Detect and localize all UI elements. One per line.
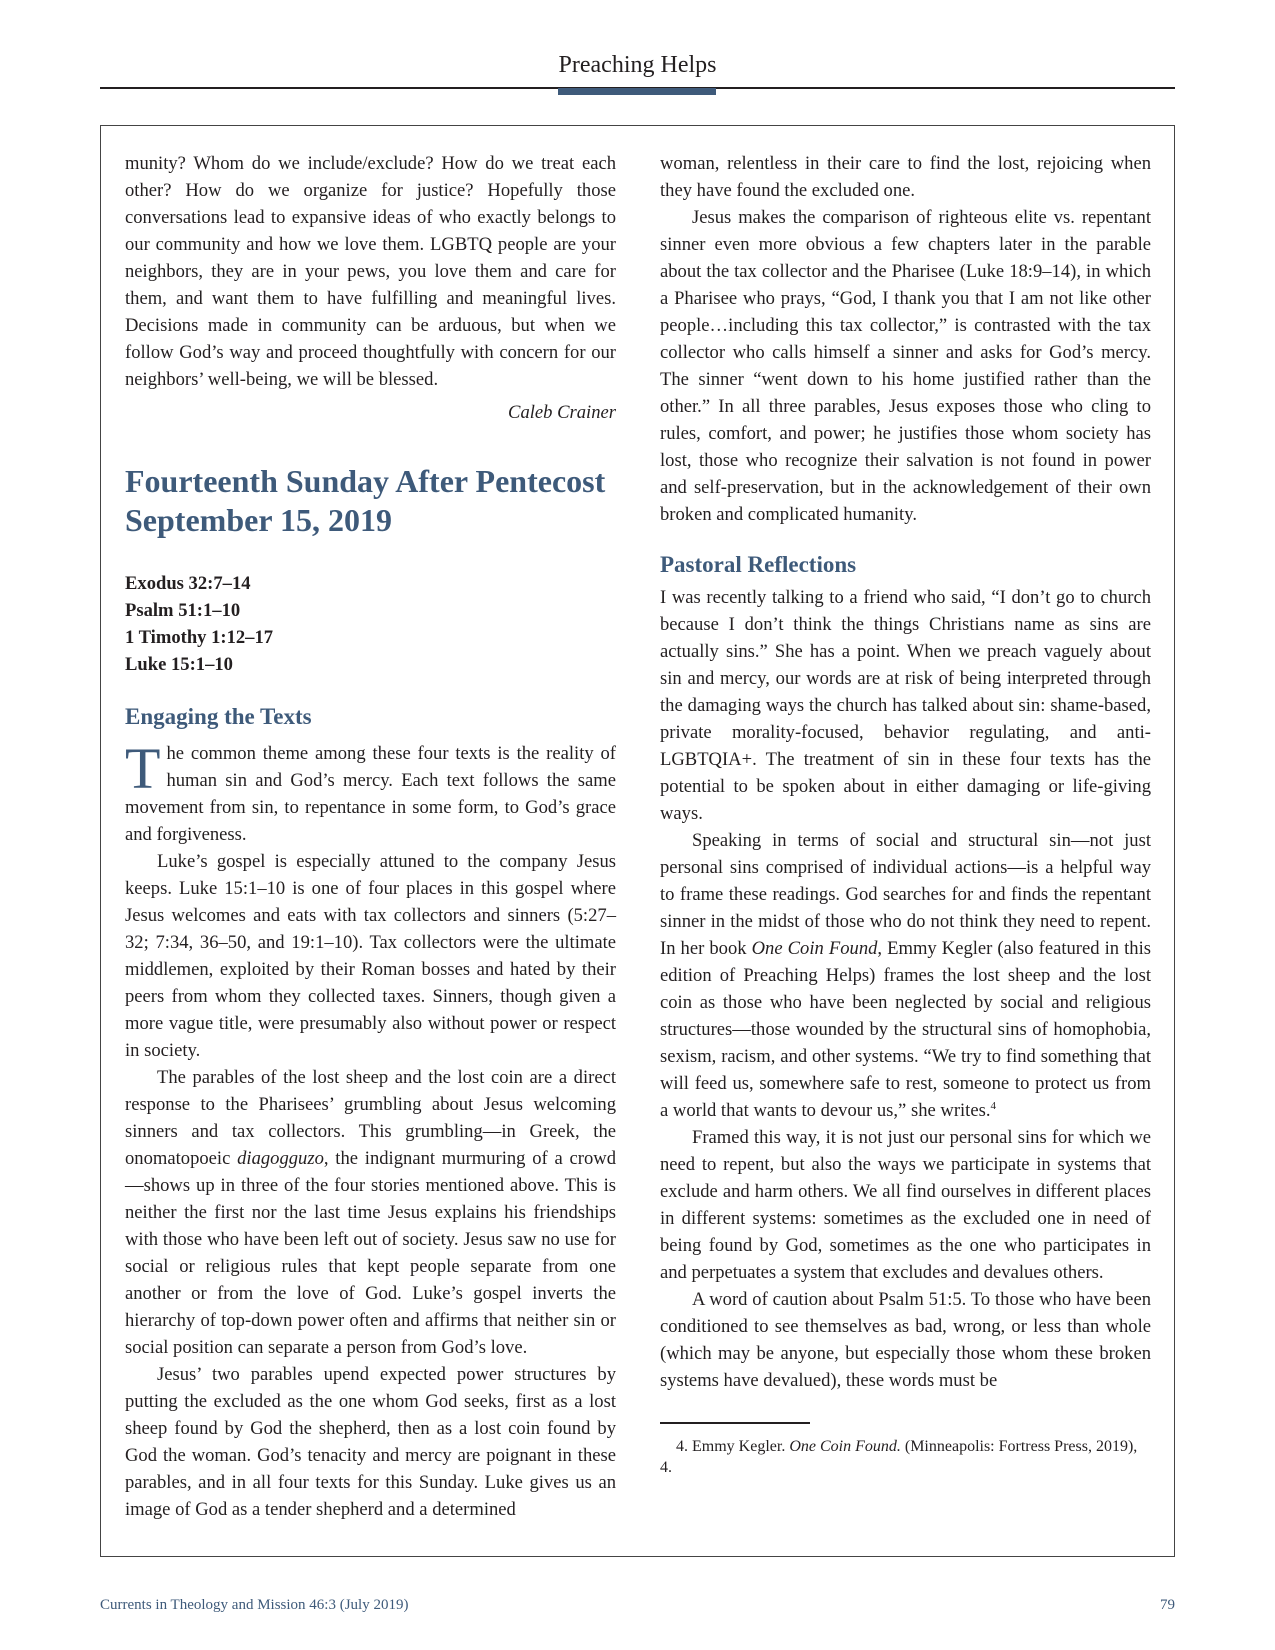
left-column bbox=[125, 150, 616, 1523]
paragraph: woman, relentless in their care to find the lost, rejoicing when they have found the excluded one. bbox=[660, 153, 1151, 201]
paragraph: Luke’s gospel is especially attuned to the company Jesus keeps. Luke 15:1–10 is one of four places in this gospel where Jesus welcomes and eats with tax collectors and sinners (5:27–32; 7:34, 36–50, and 19:1–10). Tax collectors were the ultimate middlemen, exploited by their Roman bosses and hated by their peers from whom they collected taxes. Sinners, though given a more vague title, were presumably also without power or respect in society. bbox=[125, 851, 616, 1061]
readings-list bbox=[125, 570, 616, 678]
section-title bbox=[125, 462, 616, 540]
paragraph-text: The parables of the lost sheep and the lost coin are a direct response to the Pharisees’ grumbling about Jesus welcoming sinners and tax collectors. This grumbling—in Greek, the onomatopoeic bbox=[125, 1067, 616, 1169]
running-header: Preaching Helps bbox=[558, 52, 717, 78]
book-title: One Coin Found bbox=[751, 938, 878, 959]
paragraph-text: Speaking in terms of social and structural sin—not just personal sins comprised of individual actions—is a helpful way to frame these readings. God searches for and finds the repentant sinner in the midst of those who do not think they need to repent. In her book bbox=[660, 830, 1151, 959]
reading-item: Exodus 32:7–14 bbox=[125, 573, 251, 594]
footnote-rule bbox=[660, 1422, 810, 1424]
paragraph: Framed this way, it is not just our personal sins for which we need to repent, but also the ways we participate in systems that exclude and harm others. We all find ourselves in different places in different systems: sometimes as the excluded one in need of being found by God, sometimes as the one who participates in and perpetuates a system that excludes and devalues others. bbox=[660, 1127, 1151, 1283]
footnote bbox=[660, 1436, 1151, 1478]
reading-item: Luke 15:1–10 bbox=[125, 654, 233, 675]
paragraph bbox=[125, 1064, 616, 1361]
journal-citation: Currents in Theology and Mission 46:3 (July 2019) bbox=[100, 1597, 409, 1613]
paragraph-text: he common theme among these four texts is the reality of human sin and God’s mercy. Each text follows the same movement from sin, to repentance in some form, to God’s grace and forgiveness. bbox=[125, 743, 616, 845]
author-signature: Caleb Crainer bbox=[508, 402, 616, 423]
footnote-text: (Minneapolis: Fortress Press, 2019), 4. bbox=[660, 1437, 1138, 1476]
paragraph bbox=[660, 827, 1151, 1124]
page-number: 79 bbox=[1160, 1597, 1175, 1613]
reading-item: Psalm 51:1–10 bbox=[125, 600, 241, 621]
paragraph: A word of caution about Psalm 51:5. To those who have been conditioned to see themselves as bad, wrong, or less than whole (which may be anyone, but especially those whom these broken systems have devalued), these words must be bbox=[660, 1289, 1151, 1391]
continued-paragraph: munity? Whom do we include/exclude? How do we treat each other? How do we organize for justice? Hopefully those conversations lead to expansive ideas of who exactly belongs to our community and how we love them. LGBTQ people are your neighbors, they are in your pews, you love them and care for them, and want them to have fulfilling and meaningful lives. Decisions made in community can be arduous, but when we follow God’s way and proceed thoughtfully with concern for our neighbors’ well-being, we will be blessed. bbox=[125, 153, 616, 390]
paragraph: Jesus makes the comparison of righteous elite vs. repentant sinner even more obvious a few chapters later in the parable about the tax collector and the Pharisee (Luke 18:9–14), in which a Pharisee who prays, “God, I thank you that I am not like other people…including this tax collector,” is contrasted with the tax collector who calls himself a sinner and asks for God’s mercy. The sinner “went down to his home justified rather than the other.” In all three parables, Jesus exposes those who cling to rules, comfort, and power; he justifies those whom society has lost, those who recognize their salvation is not found in power and self-preservation, but in the acknowledgement of their own broken and complicated humanity. bbox=[660, 207, 1151, 525]
footnote-marker: 4 bbox=[990, 1099, 996, 1112]
engaging-heading: Engaging the Texts bbox=[125, 704, 312, 729]
footnote-text: 4. Emmy Kegler. bbox=[676, 1437, 790, 1455]
right-column bbox=[660, 150, 1151, 1478]
paragraph: Jesus’ two parables upend expected power structures by putting the excluded as the one whom God seeks, first as a lost sheep found by God the shepherd, then as a lost coin found by God the woman. God’s tenacity and mercy are poignant in these parables, and in all four texts for this Sunday. Luke gives us an image of God as a tender shepherd and a determined bbox=[125, 1364, 616, 1520]
paragraph: I was recently talking to a friend who said, “I don’t go to church because I don’t think the things Christians name as sins are actually sins.” She has a point. When we preach vaguely about sin and mercy, our words are at risk of being interpreted through the damaging ways the church has talked about sin: shame-based, private morality-focused, behavior regulating, and anti-LGBTQIA+. The treatment of sin in these four texts has the potential to be spoken about in either damaging or life-giving ways. bbox=[660, 587, 1151, 824]
paragraph-text: , the indignant murmuring of a crowd—shows up in three of the four stories mentioned above. This is neither the first nor the last time Jesus explains his friendships with those who have been left out of society. Jesus saw no use for social or religious rules that kept people separate from one another or from the love of God. Luke’s gospel inverts the hierarchy of top-down power often and affirms that neither sin or social position can separate a person from God’s love. bbox=[125, 1148, 616, 1358]
paragraph bbox=[125, 736, 616, 848]
paragraph-text: , Emmy Kegler (also featured in this edition of Preaching Helps) frames the lost sheep and the lost coin as those who have been neglected by social and religious structures—those wounded by the structural sins of homophobia, sexism, racism, and other systems. “We try to find something that will feed us, somewhere safe to rest, someone to protect us from a world that wants to devour us,” she writes. bbox=[660, 938, 1151, 1121]
reading-item: 1 Timothy 1:12–17 bbox=[125, 627, 274, 648]
section-title-line1: Fourteenth Sunday After Pentecost bbox=[125, 463, 606, 499]
header-tab-accent bbox=[558, 88, 716, 95]
section-title-date: September 15, 2019 bbox=[125, 502, 392, 538]
pastoral-heading: Pastoral Reflections bbox=[660, 552, 857, 577]
greek-term: diagogguzo bbox=[237, 1148, 324, 1169]
drop-cap: T bbox=[125, 736, 161, 801]
footnote-book-title: One Coin Found. bbox=[789, 1437, 901, 1455]
